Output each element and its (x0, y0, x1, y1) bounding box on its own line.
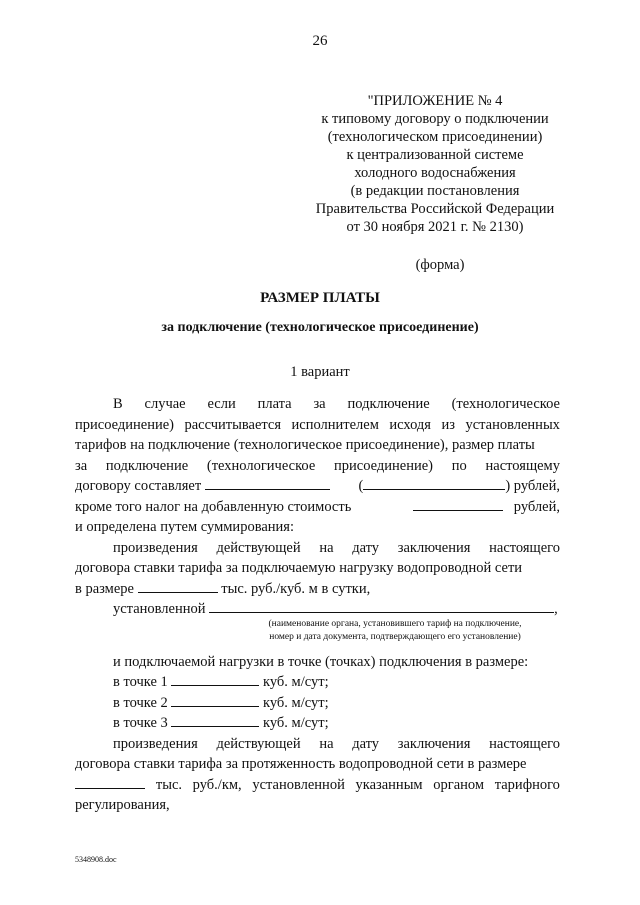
point-blank (171, 713, 259, 727)
tariff-blank (138, 579, 218, 593)
word: плата (257, 396, 292, 412)
text-line (75, 415, 560, 436)
appendix-line: холодного водоснабжения (354, 165, 516, 181)
amount-line (75, 476, 330, 497)
text-line (75, 775, 560, 796)
caption-line: (наименование органа, установившего тариф на подключение, (268, 618, 522, 629)
text-line: тарифов на подключение (технологическое присоединение), размер платы (75, 437, 535, 453)
text-line (75, 394, 560, 415)
document-title: РАЗМЕР ПЛАТЫ (260, 290, 380, 306)
appendix-line: (технологическом присоединении) (327, 129, 543, 145)
amount-words-line (359, 476, 561, 497)
text: ( (358, 478, 364, 494)
connection-point-line (75, 713, 560, 734)
document-subtitle: за подключение (технологическое присоединение) (161, 320, 479, 335)
text: тыс. руб./куб. м в сутки, (221, 580, 371, 597)
word: дату (352, 735, 380, 752)
word: настоящего (489, 735, 560, 752)
text-line: и подключаемой нагрузки в точке (точках) подключения в размере: (113, 653, 529, 670)
document-body (75, 394, 560, 816)
text-line (75, 734, 560, 755)
text: в точке 2 (113, 694, 168, 711)
connection-point-line (75, 693, 560, 714)
text: договору составляет (75, 478, 202, 494)
word: настоящему (485, 457, 560, 474)
text-line (75, 579, 560, 600)
text: кроме того налог на добавленную стоимость (75, 498, 352, 515)
word: по (451, 457, 467, 474)
word: органом (433, 776, 485, 793)
text: в точке 3 (113, 715, 168, 731)
text: в точке 1 (113, 674, 168, 690)
text: куб. м/сут; (263, 674, 329, 690)
word: исполнителем (291, 416, 379, 433)
point-blank (171, 672, 259, 686)
word: указанным (355, 776, 423, 793)
form-label: (форма) (415, 257, 465, 273)
variant-heading: 1 вариант (290, 364, 350, 380)
appendix-line: от 30 ноября 2021 г. № 2130) (346, 219, 524, 235)
text-line (75, 456, 560, 477)
text-line (75, 599, 560, 620)
word: тыс. (155, 776, 183, 793)
word: за (313, 396, 326, 412)
text: , (554, 601, 558, 617)
word: исходя (389, 416, 431, 433)
amount-blank (205, 476, 330, 490)
word: дату (352, 539, 380, 556)
word: подключение (105, 457, 189, 474)
text: установленной (113, 601, 206, 617)
word: присоединение) (75, 416, 174, 433)
length-tariff-blank (75, 775, 145, 789)
amount-words-blank (363, 476, 505, 490)
word: действующей (216, 539, 301, 556)
word: случае (144, 396, 186, 412)
text-line: и определена путем суммирования: (75, 519, 295, 535)
authority-blank (209, 599, 554, 613)
word: за (75, 457, 88, 474)
text: в размере (75, 580, 134, 597)
word: действующей (216, 735, 301, 752)
word: рассчитывается (184, 416, 282, 433)
text-line (75, 497, 560, 518)
text-line (75, 476, 560, 497)
text-line: регулирования, (75, 797, 170, 813)
length-tariff (75, 775, 182, 796)
word: (технологическое (451, 396, 560, 412)
word: заключения (397, 539, 471, 556)
appendix-line: Правительства Российской Федерации (315, 201, 555, 217)
text-line: договора ставки тарифа за протяженность водопроводной сети в размере (75, 756, 527, 772)
word: произведения (113, 539, 198, 556)
text: куб. м/сут; (263, 694, 329, 711)
word: присоединение) (334, 457, 434, 474)
word: установленной (252, 776, 345, 793)
appendix-line: к типовому договору о подключении (321, 111, 549, 127)
text: рублей, (513, 498, 560, 515)
text: куб. м/сут; (263, 715, 329, 731)
vat-line (413, 497, 560, 518)
word: установленных (465, 416, 560, 433)
text-line: договора ставки тарифа за подключаемую нагрузку водопроводной сети (75, 560, 523, 576)
vat-blank (413, 497, 503, 511)
word: произведения (113, 735, 198, 752)
word: на (319, 735, 334, 752)
appendix-line: к централизованной системе (346, 147, 524, 163)
word: из (441, 416, 455, 433)
word: тарифного (494, 776, 560, 793)
word: В (113, 396, 123, 412)
point-blank (171, 693, 259, 707)
word: на (319, 539, 334, 556)
text: ) рублей, (505, 478, 560, 494)
word: настоящего (489, 539, 560, 556)
appendix-header (300, 92, 570, 236)
word: подключение (347, 396, 430, 412)
word: (технологическое (206, 457, 316, 474)
page-number: 26 (312, 33, 328, 49)
document-id: 5348908.doc (75, 855, 117, 864)
field-caption (230, 618, 560, 644)
text-line (75, 538, 560, 559)
caption-line: номер и дата документа, подтверждающего его установление) (269, 631, 521, 642)
word: если (207, 396, 236, 412)
word: заключения (397, 735, 471, 752)
appendix-line: (в редакции постановления (350, 183, 520, 199)
connection-point-line (75, 672, 560, 693)
appendix-line: "ПРИЛОЖЕНИЕ № 4 (367, 93, 503, 109)
word: руб./км, (192, 776, 242, 793)
